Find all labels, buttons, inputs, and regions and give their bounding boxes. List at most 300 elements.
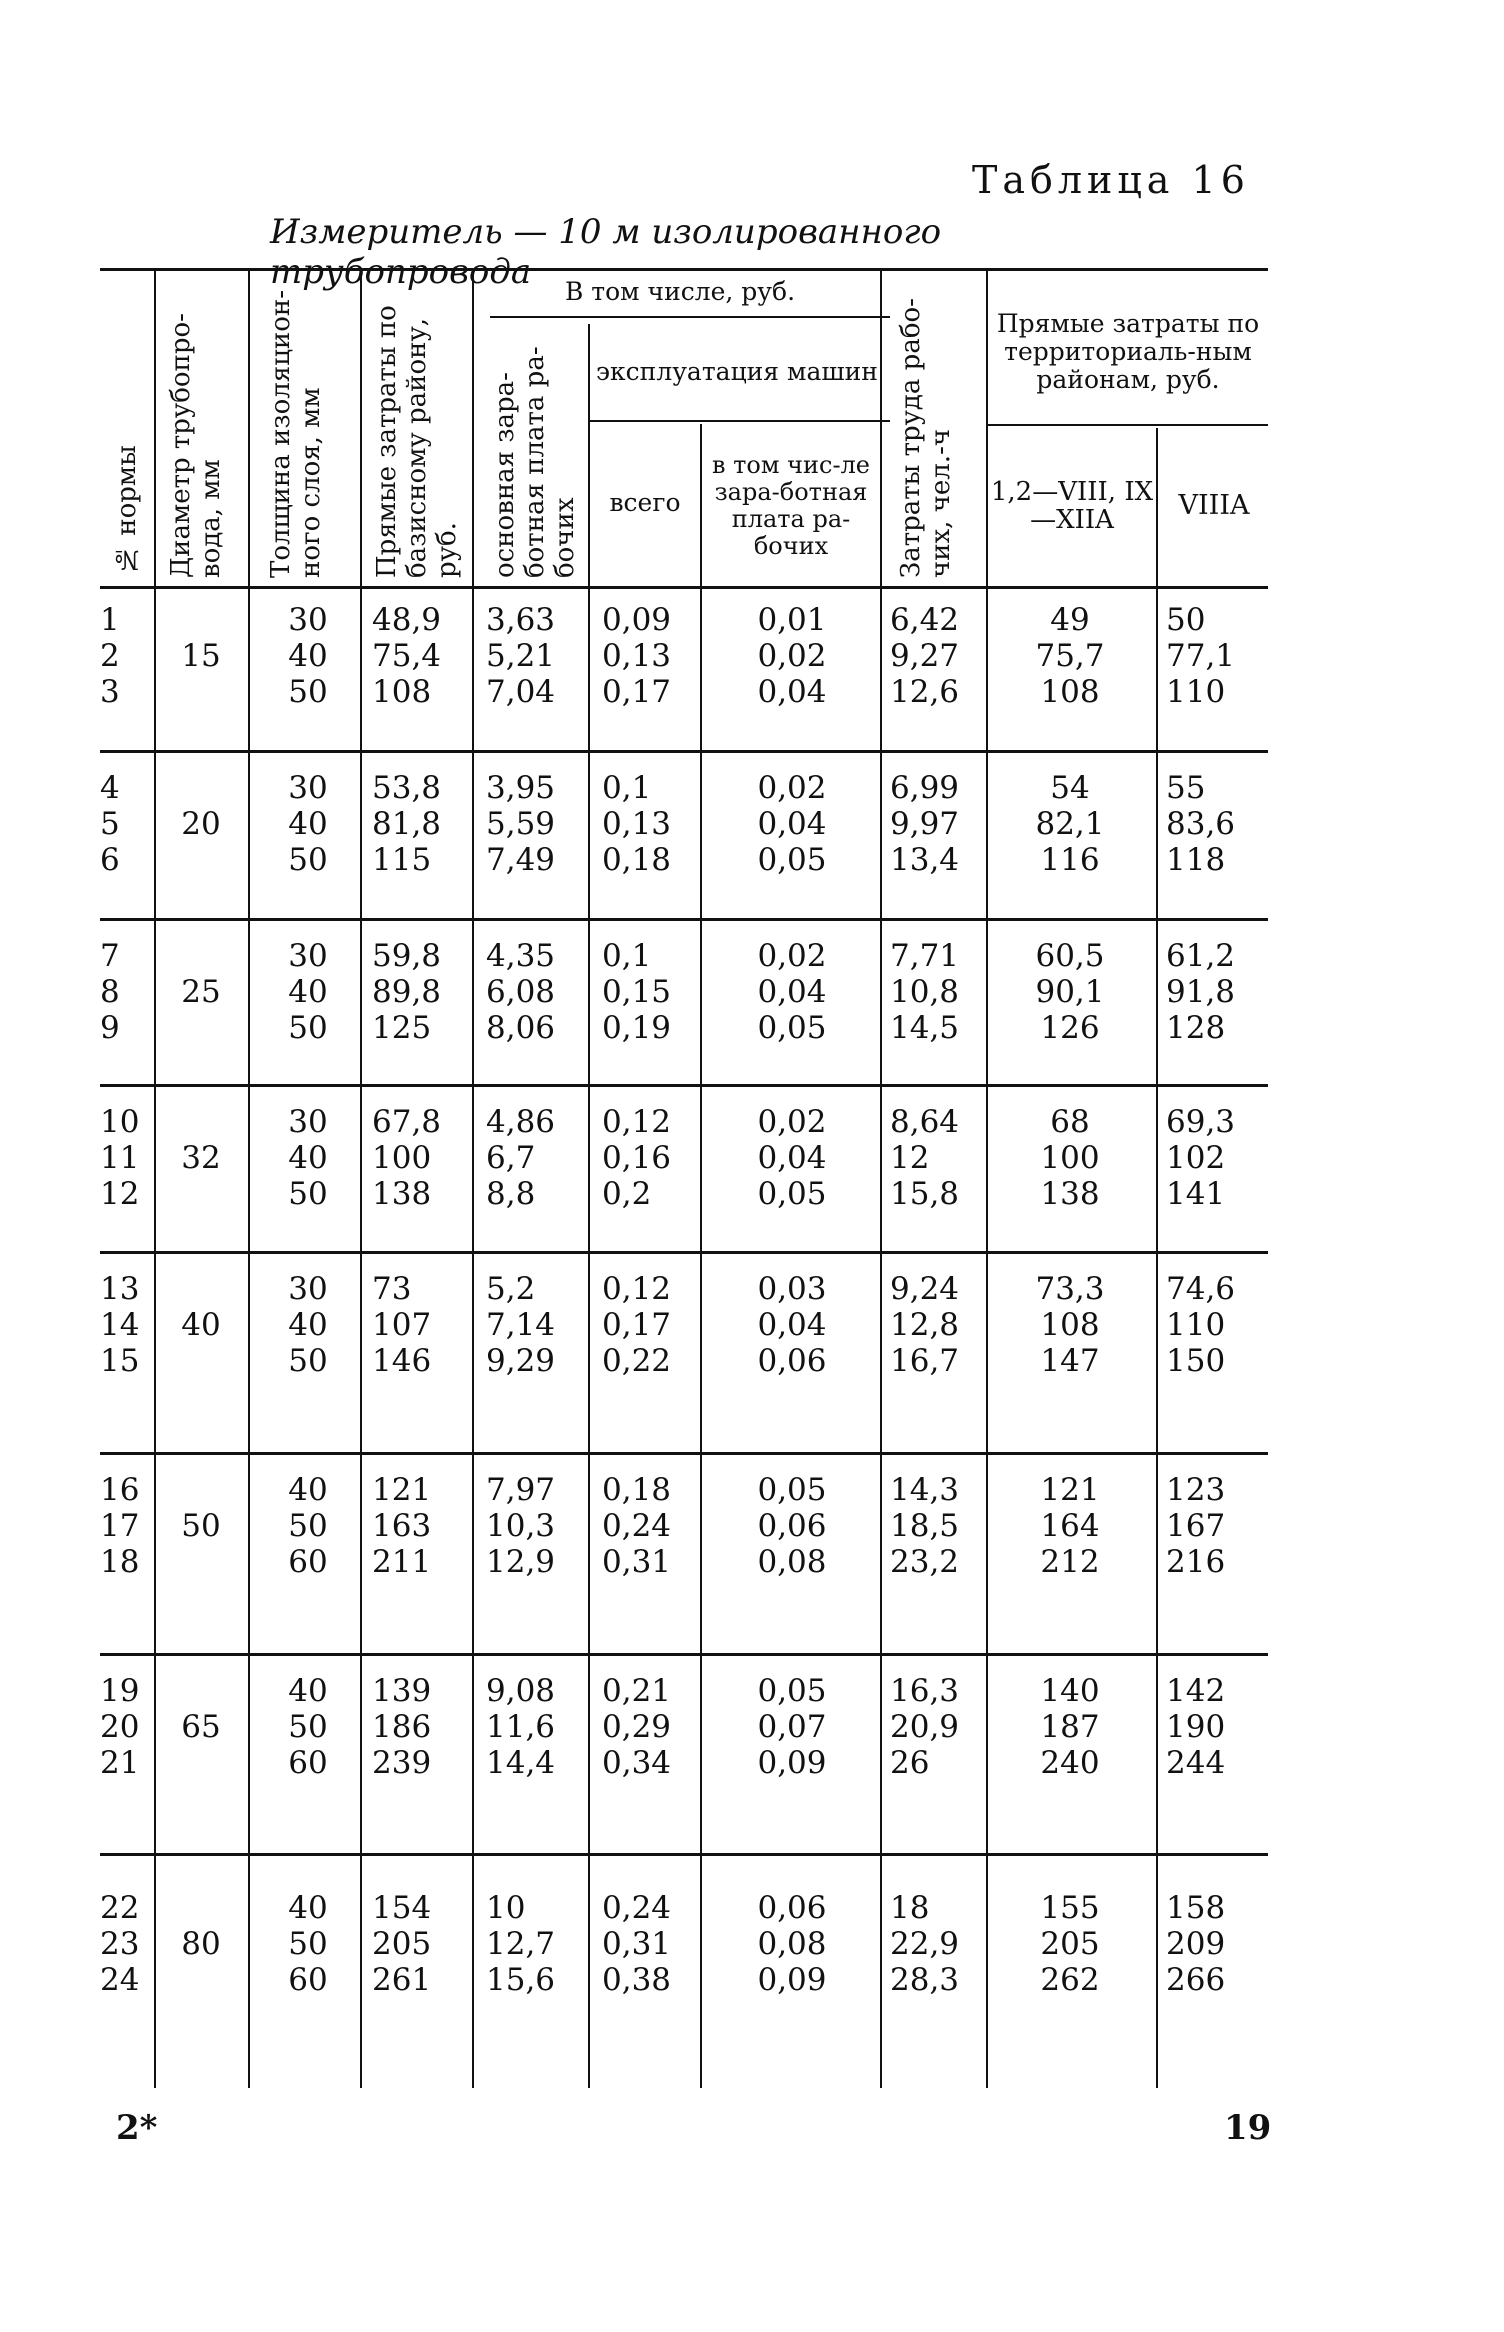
thickness-value: 30 <box>288 770 328 806</box>
direct-cost-value: 108 <box>372 674 432 710</box>
thickness-value: 50 <box>288 1926 328 1962</box>
region-2-value: 69,3 <box>1166 1104 1236 1140</box>
machines-wages-value: 0,02 <box>757 638 827 674</box>
thickness-value: 30 <box>288 1271 328 1307</box>
region-2-value-column <box>1166 1890 1266 1998</box>
machines-total-value: 0,17 <box>602 1307 672 1343</box>
wages-value: 7,97 <box>486 1472 556 1508</box>
labor-value-column <box>890 770 982 878</box>
norm-number: 10 <box>100 1104 140 1140</box>
wages-value: 14,4 <box>486 1745 556 1781</box>
wages-value: 6,08 <box>486 974 556 1010</box>
wages-value: 7,49 <box>486 842 556 878</box>
wages-value: 8,06 <box>486 1010 556 1046</box>
machines-total-value: 0,34 <box>602 1745 672 1781</box>
direct-cost-value: 239 <box>372 1745 432 1781</box>
region-1-value: 108 <box>1040 674 1100 710</box>
wages-value-column <box>486 1472 578 1580</box>
machines-total-value-column <box>602 1673 694 1781</box>
thickness-value: 50 <box>288 1343 328 1379</box>
region-2-value: 50 <box>1166 602 1206 638</box>
diameter-value: 50 <box>181 1508 221 1544</box>
machines-total-value-column <box>602 602 694 710</box>
diameter-value: 32 <box>181 1140 221 1176</box>
direct-cost-value: 163 <box>372 1508 432 1544</box>
machines-wages-value: 0,06 <box>757 1508 827 1544</box>
direct-cost-value: 59,8 <box>372 938 442 974</box>
region-1-value-column <box>996 1673 1144 1781</box>
labor-value-column <box>890 1271 982 1379</box>
wages-value-column <box>486 770 578 878</box>
thickness-value: 60 <box>288 1544 328 1580</box>
region-2-value: 150 <box>1166 1343 1226 1379</box>
thickness-value: 40 <box>288 1472 328 1508</box>
wages-value-column <box>486 602 578 710</box>
labor-value: 9,24 <box>890 1271 960 1307</box>
wages-value: 6,7 <box>486 1140 536 1176</box>
region-1-value: 108 <box>1040 1307 1100 1343</box>
direct-cost-value-column <box>372 770 464 878</box>
direct-cost-value-column <box>372 1472 464 1580</box>
machines-wages-value: 0,05 <box>757 1010 827 1046</box>
labor-value: 23,2 <box>890 1544 960 1580</box>
region-2-value: 110 <box>1166 1307 1226 1343</box>
direct-cost-value: 146 <box>372 1343 432 1379</box>
region-1-value-column <box>996 938 1144 1046</box>
labor-value: 12 <box>890 1140 930 1176</box>
thickness-value-column <box>278 602 338 710</box>
labor-value-column <box>890 1104 982 1212</box>
wages-value: 9,29 <box>486 1343 556 1379</box>
wages-value: 4,35 <box>486 938 556 974</box>
col-labor: Затраты труда рабо-чих, чел.-ч <box>896 298 956 578</box>
diameter-value: 20 <box>181 806 221 842</box>
labor-value-column <box>890 1673 982 1781</box>
labor-value-column <box>890 1472 982 1580</box>
machines-total-value-column <box>602 938 694 1046</box>
norm-number: 11 <box>100 1140 140 1176</box>
wages-value: 10 <box>486 1890 526 1926</box>
diameter-value: 15 <box>181 638 221 674</box>
group-separator <box>100 750 1268 753</box>
direct-cost-value: 186 <box>372 1709 432 1745</box>
machines-total-value: 0,17 <box>602 674 672 710</box>
table-row-group <box>100 1472 1268 1582</box>
region-1-value-column <box>996 770 1144 878</box>
wages-value: 3,95 <box>486 770 556 806</box>
machines-total-value: 0,1 <box>602 770 652 806</box>
table-row-group <box>100 1673 1268 1783</box>
group-separator <box>100 918 1268 921</box>
region-1-value-column <box>996 1890 1144 1998</box>
wages-value: 7,04 <box>486 674 556 710</box>
thickness-value: 50 <box>288 674 328 710</box>
norm-number: 12 <box>100 1176 140 1212</box>
labor-value: 20,9 <box>890 1709 960 1745</box>
table-row-group <box>100 1890 1268 2000</box>
labor-value: 7,71 <box>890 938 960 974</box>
norm-number: 17 <box>100 1508 140 1544</box>
machines-wages-value: 0,03 <box>757 1271 827 1307</box>
machines-total-value: 0,19 <box>602 1010 672 1046</box>
region-1-value: 68 <box>1050 1104 1090 1140</box>
machines-wages-value: 0,06 <box>757 1343 827 1379</box>
col-machines: эксплуатация машин <box>596 357 878 386</box>
labor-value: 16,3 <box>890 1673 960 1709</box>
wages-value-column <box>486 938 578 1046</box>
table-row-group <box>100 770 1268 880</box>
machines-wages-value: 0,02 <box>757 938 827 974</box>
machines-total-value: 0,24 <box>602 1890 672 1926</box>
region-1-value-column <box>996 1104 1144 1212</box>
norm-number: 7 <box>100 938 120 974</box>
norm-number: 8 <box>100 974 120 1010</box>
labor-value: 22,9 <box>890 1926 960 1962</box>
table-row-group <box>100 938 1268 1048</box>
machines-total-value-column <box>602 1890 694 1998</box>
thickness-value-column <box>278 938 338 1046</box>
region-1-value: 90,1 <box>1035 974 1105 1010</box>
machines-total-value: 0,24 <box>602 1508 672 1544</box>
norm-number: 19 <box>100 1673 140 1709</box>
machines-total-value: 0,12 <box>602 1104 672 1140</box>
wages-value-column <box>486 1104 578 1212</box>
thickness-value-column <box>278 1104 338 1212</box>
norm-number: 15 <box>100 1343 140 1379</box>
machines-total-value: 0,16 <box>602 1140 672 1176</box>
region-2-value: 190 <box>1166 1709 1226 1745</box>
direct-cost-value: 67,8 <box>372 1104 442 1140</box>
norm-number: 22 <box>100 1890 140 1926</box>
col-machines-total: всего <box>609 488 681 517</box>
thickness-value: 50 <box>288 842 328 878</box>
region-2-value-column <box>1166 1472 1266 1580</box>
thickness-value-column <box>278 1472 338 1580</box>
thickness-value: 40 <box>288 974 328 1010</box>
thickness-value: 50 <box>288 1010 328 1046</box>
machines-total-value: 0,29 <box>602 1709 672 1745</box>
col-including: В том числе, руб. <box>564 277 796 306</box>
wages-value: 8,8 <box>486 1176 536 1212</box>
machines-total-value: 0,12 <box>602 1271 672 1307</box>
machines-wages-value: 0,07 <box>757 1709 827 1745</box>
wages-value: 11,6 <box>486 1709 556 1745</box>
labor-value: 13,4 <box>890 842 960 878</box>
norm-number: 18 <box>100 1544 140 1580</box>
region-1-value-column <box>996 1472 1144 1580</box>
machines-total-value: 0,31 <box>602 1544 672 1580</box>
norm-number: 14 <box>100 1307 140 1343</box>
wages-value: 5,2 <box>486 1271 536 1307</box>
thickness-value: 40 <box>288 1673 328 1709</box>
machines-total-value: 0,1 <box>602 938 652 974</box>
norm-number-column <box>100 602 140 710</box>
norm-number: 2 <box>100 638 120 674</box>
machines-wages-value: 0,02 <box>757 1104 827 1140</box>
direct-cost-value: 125 <box>372 1010 432 1046</box>
norm-number: 23 <box>100 1926 140 1962</box>
group-separator <box>100 1084 1268 1087</box>
wages-value: 4,86 <box>486 1104 556 1140</box>
region-1-value: 155 <box>1040 1890 1100 1926</box>
thickness-value: 40 <box>288 1307 328 1343</box>
direct-cost-value: 205 <box>372 1926 432 1962</box>
region-2-value: 55 <box>1166 770 1206 806</box>
diameter-value: 65 <box>181 1709 221 1745</box>
col-wages: основная зара-ботная плата ра-бочих <box>490 346 580 578</box>
region-2-value: 209 <box>1166 1926 1226 1962</box>
col-machines-wages: в том чис-ле зара-ботная плата ра-бочих <box>711 451 871 560</box>
direct-cost-value: 154 <box>372 1890 432 1926</box>
region-2-value-column <box>1166 1271 1266 1379</box>
region-1-value: 60,5 <box>1035 938 1105 974</box>
col-diameter: Диаметр трубопро-вода, мм <box>166 313 226 578</box>
norm-number: 3 <box>100 674 120 710</box>
region-2-value: 158 <box>1166 1890 1226 1926</box>
region-1-value: 240 <box>1040 1745 1100 1781</box>
region-1-value: 140 <box>1040 1673 1100 1709</box>
machines-total-value: 0,09 <box>602 602 672 638</box>
thickness-value-column <box>278 770 338 878</box>
region-1-value: 205 <box>1040 1926 1100 1962</box>
table-row-group <box>100 1271 1268 1381</box>
machines-total-value: 0,15 <box>602 974 672 1010</box>
labor-value: 8,64 <box>890 1104 960 1140</box>
thickness-value: 60 <box>288 1745 328 1781</box>
machines-wages-value: 0,08 <box>757 1544 827 1580</box>
direct-cost-value: 107 <box>372 1307 432 1343</box>
region-2-value: 61,2 <box>1166 938 1236 974</box>
table-row-group <box>100 1104 1268 1214</box>
machines-wages-value: 0,04 <box>757 1307 827 1343</box>
norm-number: 16 <box>100 1472 140 1508</box>
table-number: Таблица 16 <box>972 158 1250 202</box>
labor-value: 9,97 <box>890 806 960 842</box>
norm-number-column <box>100 1104 140 1212</box>
region-2-value: 83,6 <box>1166 806 1236 842</box>
labor-value: 14,5 <box>890 1010 960 1046</box>
machines-wages-value: 0,01 <box>757 602 827 638</box>
region-2-value: 216 <box>1166 1544 1226 1580</box>
group-separator <box>100 1452 1268 1455</box>
region-2-value: 77,1 <box>1166 638 1236 674</box>
machines-wages-value-column <box>712 1271 872 1379</box>
thickness-value: 50 <box>288 1508 328 1544</box>
norm-number-column <box>100 1271 140 1379</box>
direct-cost-value-column <box>372 1890 464 1998</box>
machines-wages-value-column <box>712 1673 872 1781</box>
direct-cost-value-column <box>372 602 464 710</box>
machines-wages-value-column <box>712 602 872 710</box>
direct-cost-value-column <box>372 1104 464 1212</box>
region-1-value: 212 <box>1040 1544 1100 1580</box>
labor-value: 9,27 <box>890 638 960 674</box>
norm-number: 21 <box>100 1745 140 1781</box>
diameter-value: 80 <box>181 1926 221 1962</box>
region-2-value: 74,6 <box>1166 1271 1236 1307</box>
region-2-value: 123 <box>1166 1472 1226 1508</box>
region-2-value: 266 <box>1166 1962 1226 1998</box>
labor-value: 15,8 <box>890 1176 960 1212</box>
norm-number-column <box>100 770 140 878</box>
direct-cost-value: 121 <box>372 1472 432 1508</box>
machines-wages-value: 0,05 <box>757 842 827 878</box>
diameter-value: 40 <box>181 1307 221 1343</box>
wages-value: 5,59 <box>486 806 556 842</box>
machines-total-value: 0,2 <box>602 1176 652 1212</box>
col-thickness: Толщина изоляцион-ного слоя, мм <box>266 289 326 578</box>
region-1-value: 138 <box>1040 1176 1100 1212</box>
machines-total-value-column <box>602 770 694 878</box>
col-norm-number: № нормы <box>112 445 142 574</box>
region-1-value: 75,7 <box>1035 638 1105 674</box>
region-1-value-column <box>996 1271 1144 1379</box>
region-1-value: 126 <box>1040 1010 1100 1046</box>
region-2-value: 110 <box>1166 674 1226 710</box>
cost-table <box>100 268 1268 2088</box>
labor-value-column <box>890 1890 982 1998</box>
wages-value: 10,3 <box>486 1508 556 1544</box>
region-1-value: 54 <box>1050 770 1090 806</box>
norm-number: 4 <box>100 770 120 806</box>
thickness-value: 40 <box>288 806 328 842</box>
norm-number: 20 <box>100 1709 140 1745</box>
region-2-value-column <box>1166 770 1266 878</box>
col-direct-costs-base: Прямые затраты по базисному району, руб. <box>372 305 462 578</box>
region-2-value: 118 <box>1166 842 1226 878</box>
thickness-value: 30 <box>288 1104 328 1140</box>
labor-value-column <box>890 938 982 1046</box>
diameter-value: 25 <box>181 974 221 1010</box>
machines-wages-value: 0,04 <box>757 806 827 842</box>
region-2-value: 244 <box>1166 1745 1226 1781</box>
region-1-value: 73,3 <box>1035 1271 1105 1307</box>
thickness-value: 40 <box>288 1890 328 1926</box>
col-regional: Прямые затраты по территориаль-ным районам, руб. <box>996 309 1260 394</box>
labor-value: 18,5 <box>890 1508 960 1544</box>
wages-value: 12,7 <box>486 1926 556 1962</box>
direct-cost-value: 81,8 <box>372 806 442 842</box>
region-2-value-column <box>1166 1673 1266 1781</box>
machines-wages-value: 0,09 <box>757 1962 827 1998</box>
labor-value: 12,8 <box>890 1307 960 1343</box>
machines-total-value-column <box>602 1271 694 1379</box>
thickness-value: 30 <box>288 938 328 974</box>
direct-cost-value: 53,8 <box>372 770 442 806</box>
machines-wages-value: 0,05 <box>757 1176 827 1212</box>
thickness-value: 60 <box>288 1962 328 1998</box>
region-2-value: 128 <box>1166 1010 1226 1046</box>
wages-value-column <box>486 1271 578 1379</box>
thickness-value: 30 <box>288 602 328 638</box>
machines-wages-value: 0,05 <box>757 1673 827 1709</box>
thickness-value-column <box>278 1673 338 1781</box>
machines-total-value: 0,13 <box>602 806 672 842</box>
direct-cost-value: 73 <box>372 1271 412 1307</box>
labor-value: 12,6 <box>890 674 960 710</box>
direct-cost-value: 138 <box>372 1176 432 1212</box>
region-2-value-column <box>1166 938 1266 1046</box>
region-1-value: 82,1 <box>1035 806 1105 842</box>
region-1-value: 121 <box>1040 1472 1100 1508</box>
region-2-value: 142 <box>1166 1673 1226 1709</box>
machines-wages-value: 0,02 <box>757 770 827 806</box>
machines-total-value: 0,18 <box>602 842 672 878</box>
region-2-value-column <box>1166 1104 1266 1212</box>
labor-value: 14,3 <box>890 1472 960 1508</box>
measure-caption: Измеритель — 10 м изолированного трубопровода <box>270 212 942 292</box>
wages-value: 15,6 <box>486 1962 556 1998</box>
direct-cost-value: 100 <box>372 1140 432 1176</box>
machines-wages-value-column <box>712 1890 872 1998</box>
direct-cost-value-column <box>372 1673 464 1781</box>
group-separator <box>100 1853 1268 1856</box>
machines-wages-value-column <box>712 1104 872 1212</box>
wages-value: 3,63 <box>486 602 556 638</box>
machines-total-value-column <box>602 1472 694 1580</box>
machines-wages-value: 0,06 <box>757 1890 827 1926</box>
labor-value-column <box>890 602 982 710</box>
labor-value: 18 <box>890 1890 930 1926</box>
machines-wages-value: 0,04 <box>757 674 827 710</box>
signature-mark: 2* <box>116 2108 158 2148</box>
machines-total-value: 0,18 <box>602 1472 672 1508</box>
thickness-value-column <box>278 1271 338 1379</box>
region-1-value: 164 <box>1040 1508 1100 1544</box>
labor-value: 16,7 <box>890 1343 960 1379</box>
direct-cost-value: 75,4 <box>372 638 442 674</box>
machines-total-value: 0,31 <box>602 1926 672 1962</box>
labor-value: 10,8 <box>890 974 960 1010</box>
machines-total-value: 0,22 <box>602 1343 672 1379</box>
direct-cost-value: 211 <box>372 1544 432 1580</box>
direct-cost-value: 89,8 <box>372 974 442 1010</box>
machines-total-value: 0,13 <box>602 638 672 674</box>
region-1-value: 187 <box>1040 1709 1100 1745</box>
machines-wages-value-column <box>712 1472 872 1580</box>
group-separator <box>100 1251 1268 1254</box>
region-2-value: 102 <box>1166 1140 1226 1176</box>
wages-value: 5,21 <box>486 638 556 674</box>
group-separator <box>100 1653 1268 1656</box>
region-1-value: 100 <box>1040 1140 1100 1176</box>
machines-wages-value: 0,08 <box>757 1926 827 1962</box>
labor-value: 28,3 <box>890 1962 960 1998</box>
machines-wages-value: 0,04 <box>757 974 827 1010</box>
thickness-value: 40 <box>288 1140 328 1176</box>
machines-wages-value: 0,09 <box>757 1745 827 1781</box>
wages-value: 7,14 <box>486 1307 556 1343</box>
machines-wages-value-column <box>712 938 872 1046</box>
machines-wages-value: 0,04 <box>757 1140 827 1176</box>
norm-number: 9 <box>100 1010 120 1046</box>
labor-value: 6,42 <box>890 602 960 638</box>
thickness-value-column <box>278 1890 338 1998</box>
direct-cost-value: 115 <box>372 842 432 878</box>
norm-number-column <box>100 938 140 1046</box>
col-region-2: VIIIA <box>1178 490 1250 521</box>
table-row-group <box>100 602 1268 712</box>
region-2-value: 91,8 <box>1166 974 1236 1010</box>
labor-value: 26 <box>890 1745 930 1781</box>
norm-number: 13 <box>100 1271 140 1307</box>
thickness-value: 50 <box>288 1709 328 1745</box>
region-1-value: 147 <box>1040 1343 1100 1379</box>
machines-wages-value-column <box>712 770 872 878</box>
region-1-value: 116 <box>1040 842 1100 878</box>
machines-total-value: 0,21 <box>602 1673 672 1709</box>
direct-cost-value-column <box>372 1271 464 1379</box>
